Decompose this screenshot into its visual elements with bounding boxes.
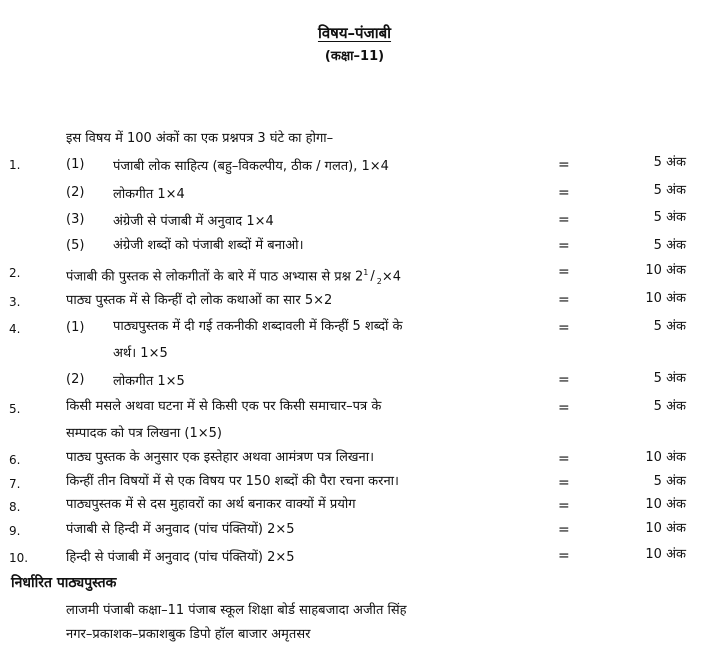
marks-value: 10 अंक	[645, 450, 686, 465]
item-number: 2.	[9, 266, 21, 280]
item-text: किन्हीं तीन विषयों में से एक विषय पर 150 शब्दों की पैरा रचना करना।	[66, 474, 399, 489]
marks-value: 5 अंक	[653, 319, 686, 334]
item-text: अंग्रेजी से पंजाबी में अनुवाद 1×4	[113, 214, 274, 229]
marks-value: 5 अंक	[653, 238, 686, 253]
sub-item-number: (5)	[66, 238, 85, 253]
marks-value: 10 अंक	[645, 521, 686, 536]
item-number: 9.	[9, 524, 21, 538]
equals-sign: =	[558, 264, 570, 280]
prescribed-textbook-line: नगर–प्रकाशक–प्रकाशबुक डिपो हॉल बाजार अमृतसर	[66, 627, 311, 642]
marks-value: 5 अंक	[653, 371, 686, 386]
item-text-continued: अर्थ। 1×5	[113, 346, 168, 361]
equals-sign: =	[558, 451, 570, 467]
item-number: 4.	[9, 322, 21, 336]
prescribed-textbook-heading: निर्धारित पाठ्यपुस्तक	[11, 575, 117, 591]
item-text: पंजाबी लोक साहित्य (बहु–विकल्पीय, ठीक / गलत), 1×4	[113, 159, 389, 174]
item-text: लोकगीत 1×5	[113, 374, 185, 389]
item-text: पाठ्य पुस्तक के अनुसार एक इस्तेहार अथवा आमंत्रण पत्र लिखना।	[66, 450, 375, 465]
marks-value: 10 अंक	[645, 547, 686, 562]
equals-sign: =	[558, 498, 570, 514]
item-number: 3.	[9, 295, 21, 309]
marks-value: 5 अंक	[653, 210, 686, 225]
intro-text: इस विषय में 100 अंकों का एक प्रश्नपत्र 3 घंटे का होगा–	[66, 131, 334, 146]
marks-value: 5 अंक	[653, 399, 686, 414]
item-text: हिन्दी से पंजाबी में अनुवाद (पांच पंक्तियों) 2×5	[66, 550, 295, 565]
equals-sign: =	[558, 157, 570, 173]
marks-value: 10 अंक	[645, 497, 686, 512]
item-text: लोकगीत 1×4	[113, 187, 185, 202]
prescribed-textbook-line: लाजमी पंजाबी कक्षा–11 पंजाब स्कूल शिक्षा बोर्ड साहबजादा अजीत सिंह	[66, 603, 407, 618]
item-text: पाठ्यपुस्तक में से दस मुहावरों का अर्थ बनाकर वाक्यों में प्रयोग	[66, 497, 356, 512]
sub-item-number: (1)	[66, 157, 85, 172]
marks-value: 5 अंक	[653, 474, 686, 489]
item-number: 6.	[9, 453, 21, 467]
sub-item-number: (2)	[66, 185, 85, 200]
equals-sign: =	[558, 320, 570, 336]
item-text: पाठ्यपुस्तक में दी गई तकनीकी शब्दावली में किन्हीं 5 शब्दों के	[113, 319, 403, 334]
marks-value: 10 अंक	[645, 263, 686, 278]
item-text: अंग्रेजी शब्दों को पंजाबी शब्दों में बनाओ।	[113, 238, 304, 253]
item-number: 8.	[9, 500, 21, 514]
item-text-continued: सम्पादक को पत्र लिखना (1×5)	[66, 426, 222, 441]
item-text: किसी मसले अथवा घटना में से किसी एक पर किसी समाचार–पत्र के	[66, 399, 382, 414]
equals-sign: =	[558, 548, 570, 564]
sub-item-number: (1)	[66, 320, 85, 335]
equals-sign: =	[558, 238, 570, 254]
sub-item-number: (3)	[66, 212, 85, 227]
equals-sign: =	[558, 185, 570, 201]
equals-sign: =	[558, 475, 570, 491]
item-text: पाठ्य पुस्तक में से किन्हीं दो लोक कथाओं का सार 5×2	[66, 293, 333, 308]
equals-sign: =	[558, 522, 570, 538]
equals-sign: =	[558, 212, 570, 228]
page-title: विषय–पंजाबी	[317, 24, 392, 42]
marks-value: 5 अंक	[653, 183, 686, 198]
marks-value: 10 अंक	[645, 291, 686, 306]
sub-item-number: (2)	[66, 372, 85, 387]
item-text: पंजाबी की पुस्तक से लोकगीतों के बारे में पाठ अभ्यास से प्रश्न $2^1 / _2\times 4$	[66, 268, 401, 286]
equals-sign: =	[558, 292, 570, 308]
equals-sign: =	[558, 400, 570, 416]
equals-sign: =	[558, 372, 570, 388]
item-text: पंजाबी से हिन्दी में अनुवाद (पांच पंक्तियों) 2×5	[66, 522, 295, 537]
item-number: 1.	[9, 158, 21, 172]
page-subtitle: (कक्षा–11)	[324, 49, 385, 64]
item-number: 5.	[9, 402, 21, 416]
marks-value: 5 अंक	[653, 155, 686, 170]
item-number: 10.	[9, 551, 29, 565]
item-number: 7.	[9, 477, 21, 491]
